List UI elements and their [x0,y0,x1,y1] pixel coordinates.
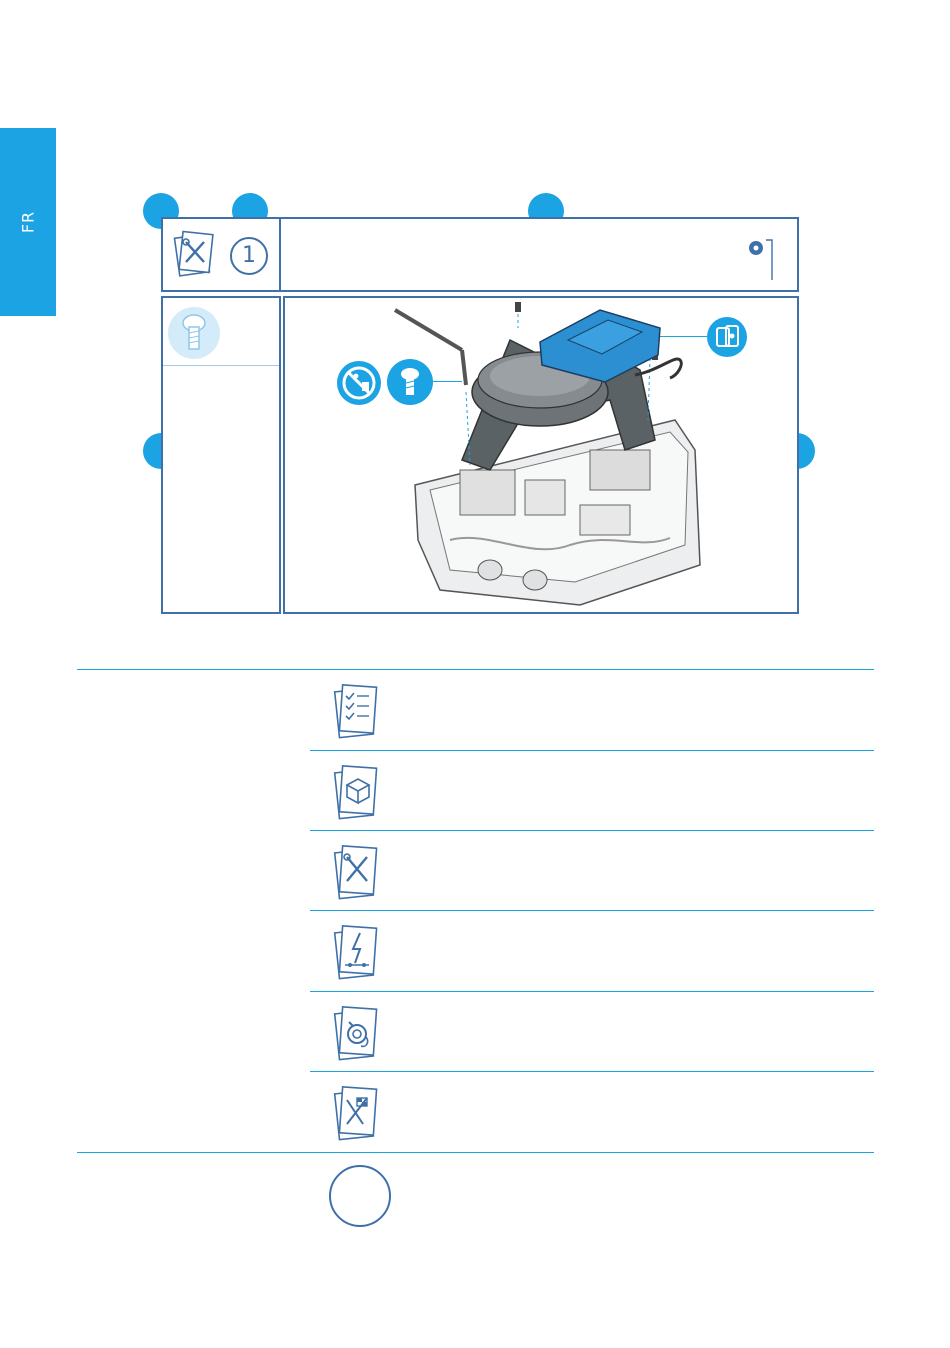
step-number: 1 [230,237,268,275]
tools-manual-icon [172,230,216,280]
final-step-circle [329,1165,391,1227]
screw-icon [166,305,222,361]
language-label: FR [18,210,38,234]
section-divider [310,1071,874,1072]
language-tab [0,128,56,316]
parts-divider [163,365,279,366]
tools-icon [333,843,381,903]
charger-assembly-illustration [290,300,795,610]
checklist-icon [333,682,381,742]
section-divider [310,991,874,992]
section-divider [77,1152,874,1153]
finish-icon [333,1084,381,1144]
section-divider [77,669,874,670]
section-divider [310,830,874,831]
section-divider [310,750,874,751]
torx-bit-icon [744,234,780,282]
step-header-right [279,217,799,292]
cable-icon [333,1004,381,1064]
box-contents-icon [333,763,381,823]
electrical-icon [333,923,381,983]
section-divider [310,910,874,911]
